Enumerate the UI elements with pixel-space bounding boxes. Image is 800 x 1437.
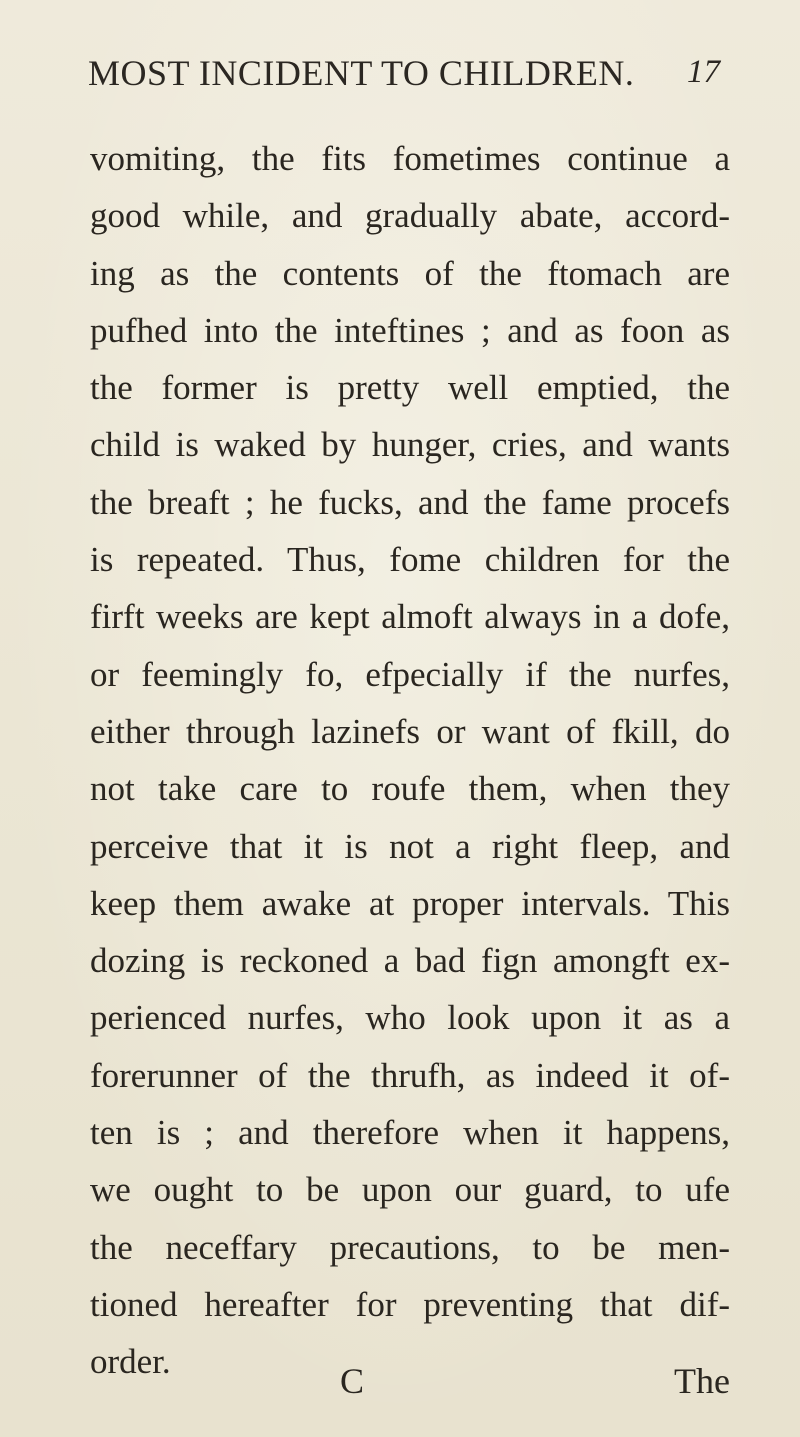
running-head (88, 52, 720, 102)
text-line: perceive that it is not a right fleep, and (90, 826, 730, 866)
text-line: good while, and gradually abate, accord- (90, 196, 730, 236)
text-line: or feemingly fo, efpecially if the nurfes, (90, 654, 730, 694)
text-line: child is waked by hunger, cries, and wants (90, 425, 730, 465)
text-line-last: order. (90, 1342, 171, 1382)
text-line: ten is ; and therefore when it happens, (90, 1113, 730, 1153)
text-line: either through lazinefs or want of fkill, do (90, 711, 730, 751)
text-line: keep them awake at proper intervals. This (90, 883, 730, 923)
signature-mark: C (340, 1361, 365, 1401)
text-line: not take care to roufe them, when they (90, 769, 730, 809)
text-line: the breaft ; he fucks, and the fame procefs (90, 482, 730, 522)
text-line: the neceffary precautions, to be men- (90, 1227, 730, 1267)
text-line: ing as the contents of the ftomach are (90, 253, 730, 293)
text-line: tioned hereafter for preventing that dif- (90, 1284, 730, 1324)
page-footer (90, 1360, 730, 1410)
text-line: perienced nurfes, who look upon it as a (90, 998, 730, 1038)
text-line: is repeated. Thus, fome children for the (90, 540, 730, 580)
body-text (90, 130, 730, 1391)
text-line: forerunner of the thrufh, as indeed it of- (90, 1055, 730, 1095)
page-number: 17 (687, 54, 720, 90)
text-line: we ought to be upon our guard, to ufe (90, 1170, 730, 1210)
text-line: firft weeks are kept almoft always in a dofe, (90, 597, 730, 637)
text-line: the former is pretty well emptied, the (90, 368, 730, 408)
running-head-title: MOST INCIDENT TO CHILDREN. (88, 53, 635, 93)
text-line: vomiting, the fits fometimes continue a (90, 139, 730, 178)
catchword: The (674, 1361, 730, 1401)
text-line: dozing is reckoned a bad fign amongft ex- (90, 941, 730, 981)
text-line: pufhed into the inteftines ; and as foon as (90, 310, 730, 350)
